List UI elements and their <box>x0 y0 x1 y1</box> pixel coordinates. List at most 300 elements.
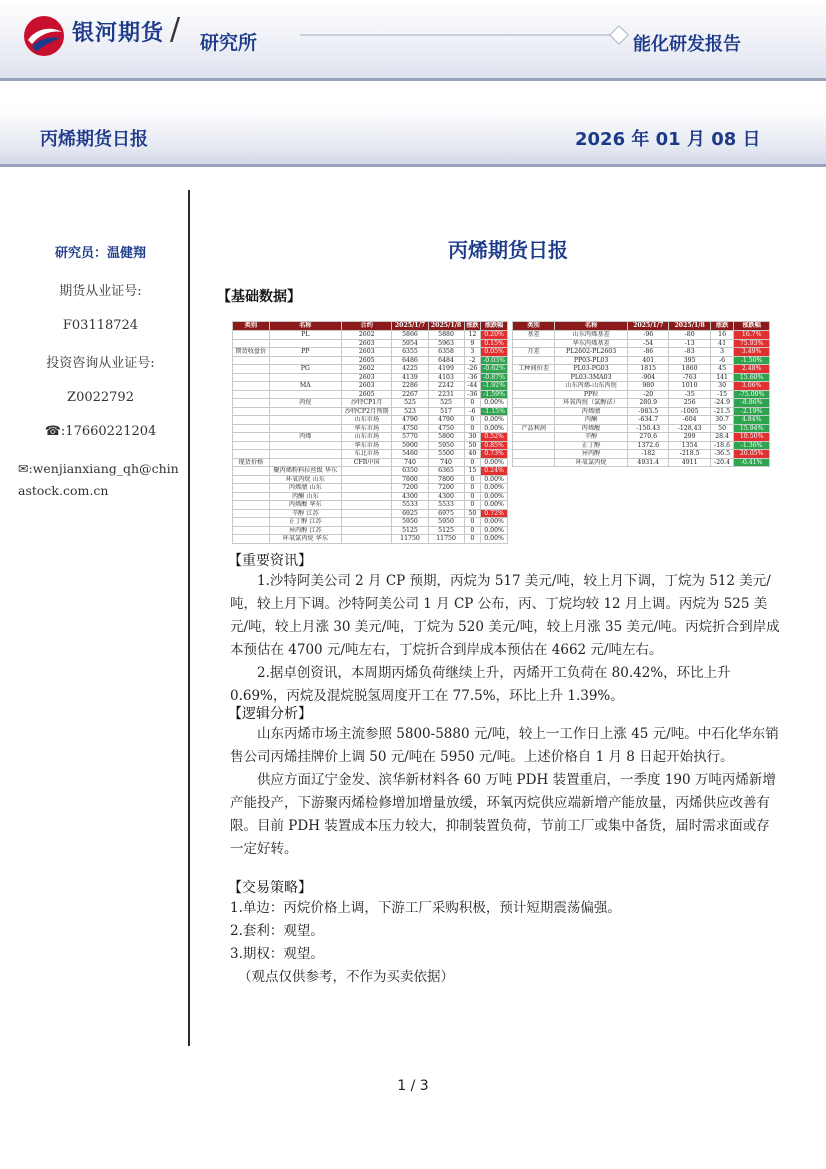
table-cell: -20.4 <box>710 458 733 467</box>
table-cell: PL03-3MA03 <box>555 373 628 382</box>
table-cell: 5954 <box>392 339 428 348</box>
table-cell <box>233 475 270 484</box>
table-cell <box>233 535 270 544</box>
table-cell <box>233 399 270 408</box>
table-cell: 环氧丙烷 山东 <box>269 475 341 484</box>
table-cell <box>233 416 270 425</box>
table-cell: 4199 <box>428 365 464 374</box>
table-cell: -15 <box>710 390 733 399</box>
table-row <box>513 450 770 459</box>
table-cell: 7200 <box>428 484 464 493</box>
table-cell: 产品利润 <box>513 424 555 433</box>
table-cell: 28.4 <box>710 433 733 442</box>
table-cell <box>233 450 270 459</box>
table-cell: 3 <box>710 348 733 357</box>
table-cell: 0 <box>464 492 481 501</box>
table-row <box>233 365 508 374</box>
table-cell: -0.03% <box>481 356 508 365</box>
table-cell: 丙烯腈 山东 <box>269 484 341 493</box>
table-cell: 0.00% <box>481 475 508 484</box>
table-cell: 0 <box>464 475 481 484</box>
table-cell: 华东丙烯基差 <box>555 339 628 348</box>
table-cell: 2602 <box>341 365 392 374</box>
table-cell <box>233 467 270 476</box>
table-row <box>233 467 508 476</box>
table-cell: -2 <box>464 356 481 365</box>
sidebar-divider <box>188 190 190 1046</box>
news-item: 2.据卓创资讯，本周期丙烯负荷继续上升，丙烯开工负荷在 80.42%，环比上升 0.69%，丙烷及混烷脱氢周度开工在 77.5%，环比上升 1.39%。 <box>230 665 731 704</box>
table-cell: 2286 <box>392 382 428 391</box>
section-news: 【重要资讯】 <box>228 553 312 569</box>
table-cell: 4931.4 <box>628 458 669 467</box>
table-cell: -83 <box>669 348 710 357</box>
email: ✉:wenjianxiang_qh@chinastock.com.cn <box>18 461 179 498</box>
table-row <box>513 458 770 467</box>
table-cell: 0.15% <box>481 339 508 348</box>
table-cell <box>269 373 341 382</box>
table-row <box>233 356 508 365</box>
table-cell: 0.00% <box>481 484 508 493</box>
table-cell: 3.49% <box>734 348 770 357</box>
table-cell: 5125 <box>428 526 464 535</box>
table-row <box>513 339 770 348</box>
table-cell <box>233 356 270 365</box>
column-header: 类别 <box>513 322 555 331</box>
table-cell: 11750 <box>392 535 428 544</box>
table-cell: 16 <box>710 331 733 340</box>
table-cell: 5866 <box>392 331 428 340</box>
table-cell <box>341 501 392 510</box>
table-cell: 2605 <box>341 390 392 399</box>
table-cell: 4790 <box>392 416 428 425</box>
table-cell: 2.48% <box>734 365 770 374</box>
table-cell: 聚丙烯粉料拉丝级 华东 <box>269 467 341 476</box>
table-cell: 75.93% <box>734 339 770 348</box>
table-cell: 525 <box>392 399 428 408</box>
table-cell <box>513 373 555 382</box>
table-cell: -20 <box>628 390 669 399</box>
table-cell: 50 <box>464 509 481 518</box>
table-cell: 6925 <box>392 509 428 518</box>
table-cell: 0 <box>464 424 481 433</box>
table-row <box>513 365 770 374</box>
table-cell: 4300 <box>392 492 428 501</box>
table-cell: 5533 <box>428 501 464 510</box>
section-logic: 【逻辑分析】 <box>228 706 312 722</box>
table-cell: -26 <box>464 365 481 374</box>
column-header: 2025/1/7 <box>392 322 428 331</box>
table-cell: 0.05% <box>481 348 508 357</box>
table-cell <box>233 509 270 518</box>
table-cell: 华东市场 <box>341 424 392 433</box>
table-cell: -2.19% <box>734 407 770 416</box>
table-cell: 东北市场 <box>341 450 392 459</box>
strategy-item: 1.单边：丙烷价格上调，下游工厂采购积极，预计短期震荡偏强。 <box>230 900 621 916</box>
table-cell <box>341 535 392 544</box>
column-header: 名称 <box>269 322 341 331</box>
table-cell: 丙烷 <box>269 399 341 408</box>
table-cell <box>233 382 270 391</box>
table-cell <box>269 356 341 365</box>
table-row <box>233 399 508 408</box>
news-body <box>230 570 780 708</box>
table-cell: 1860 <box>669 365 710 374</box>
table-cell: 0 <box>464 526 481 535</box>
table-cell: 10.50% <box>734 433 770 442</box>
table-cell: 7800 <box>392 475 428 484</box>
table-cell: 山东丙烯基差 <box>555 331 628 340</box>
table-cell: -36 <box>464 390 481 399</box>
table-cell: 4750 <box>428 424 464 433</box>
table-cell <box>513 339 555 348</box>
table-cell: 2603 <box>341 339 392 348</box>
table-cell: 45 <box>710 365 733 374</box>
table-cell <box>513 450 555 459</box>
table-cell <box>513 356 555 365</box>
column-header: 合约 <box>341 322 392 331</box>
table-cell: 0.00% <box>481 458 508 467</box>
table-cell <box>513 399 555 408</box>
table-cell: -1.92% <box>481 382 508 391</box>
table-cell: -80 <box>669 331 710 340</box>
table-cell: 现货价格 <box>233 458 270 467</box>
invest-license: Z0022792 <box>67 390 134 405</box>
table-cell: -1.15% <box>481 407 508 416</box>
table-cell: 丙烯酸 <box>555 424 628 433</box>
table-row <box>233 518 508 527</box>
table-cell: -218.5 <box>669 450 710 459</box>
table-cell: -36 <box>464 373 481 382</box>
table-row <box>233 526 508 535</box>
table-cell: 6365 <box>428 467 464 476</box>
table-cell: 517 <box>428 407 464 416</box>
table-cell: 0.00% <box>481 492 508 501</box>
table-cell: 7200 <box>392 484 428 493</box>
table-cell: 2242 <box>428 382 464 391</box>
table-cell: -24.9 <box>710 399 733 408</box>
table-cell: 5770 <box>392 433 428 442</box>
table-cell: 4300 <box>428 492 464 501</box>
table-cell: PP03-PL03 <box>555 356 628 365</box>
table-cell: 0.00% <box>481 526 508 535</box>
table-cell: 环氧氯丙烷 华东 <box>269 535 341 544</box>
table-row <box>233 331 508 340</box>
table-row <box>233 407 508 416</box>
table-cell <box>513 441 555 450</box>
section-strategy: 【交易策略】 <box>228 880 312 896</box>
table-row <box>513 407 770 416</box>
table-cell: 5500 <box>428 450 464 459</box>
column-header: 2025/1/7 <box>628 322 669 331</box>
table-cell: 3.06% <box>734 382 770 391</box>
table-cell: 270.6 <box>628 433 669 442</box>
table-cell: 5800 <box>428 433 464 442</box>
table-cell: 期货收盘价 <box>233 348 270 357</box>
table-cell <box>233 373 270 382</box>
table-cell: 丙烯酸 华东 <box>269 501 341 510</box>
table-cell: 30 <box>710 382 733 391</box>
table-cell: 5533 <box>392 501 428 510</box>
table-cell: 环氧氯丙烷 <box>555 458 628 467</box>
table-cell: -634.7 <box>628 416 669 425</box>
table-cell: 0 <box>464 399 481 408</box>
table-cell: 0 <box>464 416 481 425</box>
table-cell <box>233 390 270 399</box>
table-cell: 丙酮 <box>555 416 628 425</box>
table-cell: 523 <box>392 407 428 416</box>
table-row <box>233 492 508 501</box>
column-header: 涨跌 <box>464 322 481 331</box>
table-cell: 山东丙烯-山东丙烷 <box>555 382 628 391</box>
dept-name: 研究所 <box>200 32 258 54</box>
table-cell: 0.00% <box>481 399 508 408</box>
table-cell <box>513 433 555 442</box>
table-cell: 0.85% <box>481 441 508 450</box>
table-cell: PL03-PG03 <box>555 365 628 374</box>
column-header: 类别 <box>233 322 270 331</box>
page-number: 1 / 3 <box>397 1078 429 1094</box>
table-row <box>233 390 508 399</box>
table-cell: 41 <box>710 339 733 348</box>
table-cell <box>341 492 392 501</box>
phone: ☎:17660221204 <box>44 424 157 439</box>
table-cell: 0.00% <box>481 424 508 433</box>
table-row <box>513 373 770 382</box>
table-row <box>233 450 508 459</box>
report-date: 2026 年 01 月 08 日 <box>575 129 761 150</box>
table-cell: 395 <box>669 356 710 365</box>
table-cell: -35 <box>669 390 710 399</box>
title-rule <box>0 164 826 167</box>
table-cell: 6350 <box>392 467 428 476</box>
table-row <box>233 484 508 493</box>
column-header: 2025/1/8 <box>428 322 464 331</box>
table-cell: -150.43 <box>628 424 669 433</box>
table-cell: -182 <box>628 450 669 459</box>
table-cell <box>269 390 341 399</box>
table-cell: 4225 <box>392 365 428 374</box>
table-cell: 辛醇 <box>555 433 628 442</box>
logo-divider: / <box>170 12 181 47</box>
table-row <box>513 416 770 425</box>
table-cell <box>513 390 555 399</box>
table-cell <box>341 475 392 484</box>
table-cell: 0.24% <box>481 467 508 476</box>
table-row <box>513 441 770 450</box>
table-row <box>233 424 508 433</box>
table-cell <box>341 484 392 493</box>
table-cell <box>269 416 341 425</box>
table-row <box>233 348 508 357</box>
table-cell: 0.00% <box>481 535 508 544</box>
table-cell: 6358 <box>428 348 464 357</box>
table-row <box>233 416 508 425</box>
table-cell: 50 <box>710 424 733 433</box>
table-cell <box>341 526 392 535</box>
table-cell <box>341 509 392 518</box>
table-cell: 丙烯 <box>269 433 341 442</box>
table-cell: PG <box>269 365 341 374</box>
table-cell: 5950 <box>428 518 464 527</box>
table-cell: 5950 <box>392 518 428 527</box>
table-row <box>513 424 770 433</box>
table-cell: -13 <box>669 339 710 348</box>
table-cell: 5460 <box>392 450 428 459</box>
header-deco-line <box>300 34 620 36</box>
table-cell: 华东市场 <box>341 441 392 450</box>
table-cell: 0.20% <box>481 331 508 340</box>
table-cell: 2231 <box>428 390 464 399</box>
column-header: 名称 <box>555 322 628 331</box>
table-header-row <box>513 322 770 331</box>
table-cell: 5950 <box>428 441 464 450</box>
table-cell: PP <box>269 348 341 357</box>
table-cell: 11750 <box>428 535 464 544</box>
table-row <box>233 458 508 467</box>
column-header: 涨跌幅 <box>481 322 508 331</box>
table-cell: 异丙醇 江苏 <box>269 526 341 535</box>
table-cell: 沙特CP2月预期 <box>341 407 392 416</box>
table-cell: 0.00% <box>481 518 508 527</box>
table-cell: 工种间价差 <box>513 365 555 374</box>
table-cell: -128.43 <box>669 424 710 433</box>
table-cell: 4911 <box>669 458 710 467</box>
table-cell: 0.00% <box>481 501 508 510</box>
table-row <box>513 331 770 340</box>
table-row <box>513 382 770 391</box>
table-cell: -904 <box>628 373 669 382</box>
table-cell: PL2602-PL2603 <box>555 348 628 357</box>
table-cell: CFR中国 <box>341 458 392 467</box>
table-row <box>233 509 508 518</box>
table-cell <box>269 450 341 459</box>
table-cell: 9 <box>464 339 481 348</box>
column-header: 涨跌幅 <box>734 322 770 331</box>
table-cell: -44 <box>464 382 481 391</box>
table-cell: 6484 <box>428 356 464 365</box>
table-cell: 基差 <box>513 331 555 340</box>
table-cell: 0.73% <box>481 450 508 459</box>
strategy-item: 2.套利：观望。 <box>230 923 324 939</box>
table-cell: 20.05% <box>734 450 770 459</box>
table-cell <box>513 416 555 425</box>
table-cell: PP粒 <box>555 390 628 399</box>
table-cell: 40 <box>464 450 481 459</box>
table-row <box>513 390 770 399</box>
table-cell: 12 <box>464 331 481 340</box>
table-cell: 山东市场 <box>341 433 392 442</box>
table-cell: 4.84% <box>734 416 770 425</box>
table-cell: 正丁醇 <box>555 441 628 450</box>
table-cell: -86 <box>628 348 669 357</box>
table-row <box>233 441 508 450</box>
table-cell: 7800 <box>428 475 464 484</box>
table-cell: 6975 <box>428 509 464 518</box>
table-cell <box>233 492 270 501</box>
table-cell <box>233 424 270 433</box>
table-cell: 1010 <box>669 382 710 391</box>
spread-profit-table <box>512 321 770 467</box>
table-cell: 4139 <box>392 373 428 382</box>
table-cell: -18.6 <box>710 441 733 450</box>
table-cell <box>269 441 341 450</box>
table-row <box>233 535 508 544</box>
galaxy-logo-icon <box>22 14 66 58</box>
table-cell: 1815 <box>628 365 669 374</box>
table-cell: -1.36% <box>734 441 770 450</box>
table-cell: 15.60% <box>734 373 770 382</box>
table-cell: 0 <box>464 458 481 467</box>
table-cell: 辛醇 江苏 <box>269 509 341 518</box>
table-cell: -0.41% <box>734 458 770 467</box>
table-cell: 525 <box>428 399 464 408</box>
table-cell: 2605 <box>341 356 392 365</box>
table-cell <box>233 484 270 493</box>
strategy-item: 3.期权：观望。 <box>230 946 324 962</box>
table-cell: 5900 <box>392 441 428 450</box>
table-cell <box>233 441 270 450</box>
table-cell: 2602 <box>341 331 392 340</box>
table-cell: -0.87% <box>481 373 508 382</box>
table-cell: 6355 <box>392 348 428 357</box>
table-cell: -6 <box>710 356 733 365</box>
table-row <box>233 373 508 382</box>
table-cell: 299 <box>669 433 710 442</box>
table-cell <box>341 467 392 476</box>
table-row <box>513 356 770 365</box>
table-cell: 沙特CP1月 <box>341 399 392 408</box>
table-cell: 丙酮 山东 <box>269 492 341 501</box>
table-cell: 740 <box>428 458 464 467</box>
table-row <box>233 501 508 510</box>
table-cell: MA <box>269 382 341 391</box>
table-cell: 1354 <box>669 441 710 450</box>
analyst-name: 研究员：温健翔 <box>54 246 146 261</box>
table-cell: -1.50% <box>734 356 770 365</box>
table-cell: -21.5 <box>710 407 733 416</box>
header-rule <box>0 78 826 81</box>
table-cell: -8.86% <box>734 399 770 408</box>
table-cell: 2603 <box>341 373 392 382</box>
table-cell <box>513 458 555 467</box>
table-cell: 740 <box>392 458 428 467</box>
table-cell: -1005 <box>669 407 710 416</box>
table-cell: -36.5 <box>710 450 733 459</box>
table-cell: 401 <box>628 356 669 365</box>
table-row <box>233 382 508 391</box>
table-cell: 月差 <box>513 348 555 357</box>
logic-item: 山东丙烯市场主流参照 5800-5880 元/吨，较上一工作日上涨 45 元/吨。中石化华东销售公司丙烯挂牌价上调 50 元/吨在 5950 元/吨。上述价格自 1 月 8 日起开始执行。 <box>230 726 779 765</box>
table-cell <box>269 424 341 433</box>
futures-license-label: 期货从业证号: <box>59 284 142 299</box>
table-cell: 4750 <box>392 424 428 433</box>
column-header: 涨跌 <box>710 322 733 331</box>
logic-body <box>230 723 780 861</box>
table-cell <box>269 339 341 348</box>
table-cell <box>233 433 270 442</box>
report-type: 能化研发报告 <box>633 34 741 55</box>
table-cell: 2603 <box>341 348 392 357</box>
table-row <box>513 433 770 442</box>
table-cell: -75.00% <box>734 390 770 399</box>
table-cell: 0.72% <box>481 509 508 518</box>
table-cell: PL <box>269 331 341 340</box>
table-cell: 4103 <box>428 373 464 382</box>
table-row <box>513 399 770 408</box>
logic-item: 供应方面辽宁金发、滨华新材料各 60 万吨 PDH 装置重启，一季度 190 万吨丙烯新增产能投产，下游聚丙烯检修增加增量放缓，环氧丙烷供应端新增产能放量，丙烯供应改善有限。目前 PDH 装置成本压力较大，抑制装置负荷，节前工厂或集中备货，届时需求面或存一定好转。 <box>230 772 776 857</box>
table-cell <box>233 526 270 535</box>
table-cell: 30.7 <box>710 416 733 425</box>
